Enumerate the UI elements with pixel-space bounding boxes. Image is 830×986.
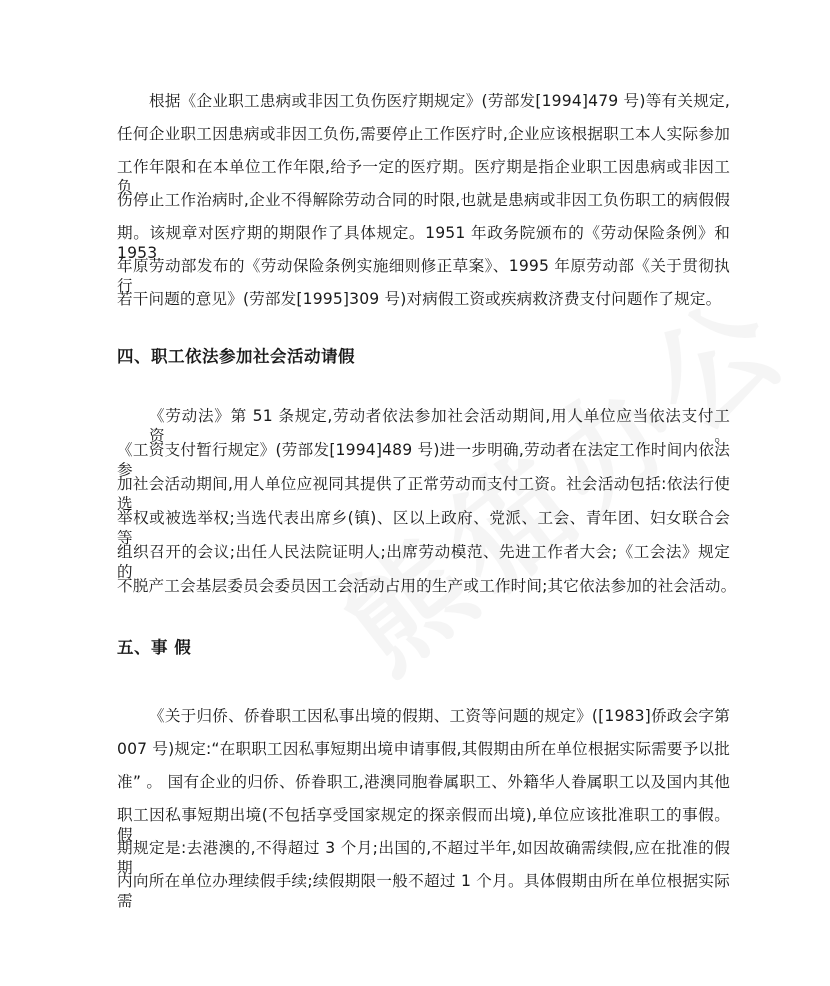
section-heading: 五、事 假: [117, 638, 192, 657]
paragraph-line: 准” 。 国有企业的归侨、侨眷职工,港澳同胞眷属职工、外籍华人眷属职工以及国内其他: [117, 773, 730, 791]
paragraph-line: 年原劳动部发布的《劳动保险条例实施细则修正草案》、1995 年原劳动部《关于贯彻执行: [117, 257, 730, 295]
paragraph-line: 任何企业职工因患病或非因工负伤,需要停止工作医疗时,企业应该根据职工本人实际参加: [117, 125, 730, 143]
paragraph-line: 《工资支付暂行规定》(劳部发[1994]489 号)进一步明确,劳动者在法定工作时间内依法参: [117, 441, 730, 479]
paragraph-line: 期。该规章对医疗期的期限作了具体规定。1951 年政务院颁布的《劳动保险条例》和 1953: [117, 224, 730, 262]
paragraph-line: 007 号)规定:“在职职工因私事短期出境申请事假,其假期由所在单位根据实际需要予以批: [117, 740, 730, 758]
paragraph-line: 工作年限和在本单位工作年限,给予一定的医疗期。医疗期是指企业职工因患病或非因工负: [117, 158, 730, 196]
paragraph-line: 根据《企业职工患病或非因工负伤医疗期规定》(劳部发[1994]479 号)等有关规定,: [149, 92, 730, 110]
paragraph-line: 伤停止工作治病时,企业不得解除劳动合同的时限,也就是患病或非因工负伤职工的病假假: [117, 191, 730, 209]
paragraph-line: 《劳动法》第 51 条规定,劳动者依法参加社会活动期间,用人单位应当依法支付工资。: [149, 407, 730, 445]
paragraph-line: 组织召开的会议;出任人民法院证明人;出席劳动模范、先进工作者大会;《工会法》规定的: [117, 543, 730, 581]
paragraph-line: 举权或被选举权;当选代表出席乡(镇)、区以上政府、党派、工会、青年团、妇女联合会等: [117, 509, 730, 547]
section-heading: 四、职工依法参加社会活动请假: [117, 347, 355, 366]
paragraph-line: 加社会活动期间,用人单位应视同其提供了正常劳动而支付工资。社会活动包括:依法行使选: [117, 475, 730, 513]
paragraph-line: 《关于归侨、侨眷职工因私事出境的假期、工资等问题的规定》([1983]侨政会字第: [149, 707, 730, 725]
paragraph-line: 期规定是:去港澳的,不得超过 3 个月;出国的,不超过半年,如因故确需续假,应在批准的假期: [117, 839, 730, 877]
paragraph-line: 内向所在单位办理续假手续;续假期限一般不超过 1 个月。具体假期由所在单位根据实际需: [117, 872, 730, 910]
paragraph-line: 不脱产工会基层委员会委员因工会活动占用的生产或工作时间;其它依法参加的社会活动。: [117, 577, 737, 595]
paragraph-line: 职工因私事短期出境(不包括享受国家规定的探亲假而出境),单位应该批准职工的事假。假: [117, 806, 730, 844]
paragraph-line: 若干问题的意见》(劳部发[1995]309 号)对病假工资或疾病救济费支付问题作了规定。: [117, 290, 722, 308]
